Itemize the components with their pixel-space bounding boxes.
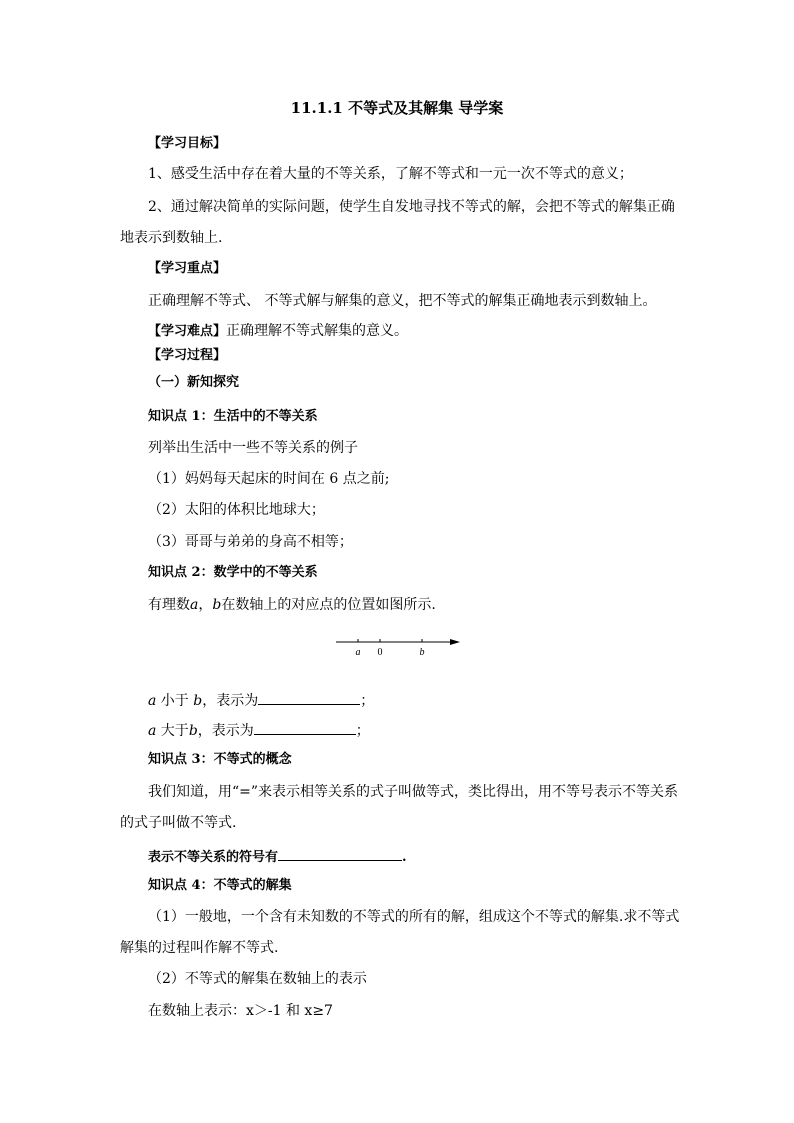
q1-var-a: a xyxy=(148,693,157,709)
kp3-symbols-pre: 表示不等关系的符号有 xyxy=(148,850,279,865)
kp1-example-2: （2）太阳的体积比地球大； xyxy=(148,502,325,518)
tick-label-a: a xyxy=(355,647,361,658)
key-points-text: 正确理解不等式、 不等式解与解集的意义，把不等式的解集正确地表示到数轴上。 xyxy=(148,293,657,309)
kp2-heading: 知识点 2：数学中的不等关系 xyxy=(148,565,318,580)
q1-end: ； xyxy=(360,693,375,709)
kp1-heading: 知识点 1：生活中的不等关系 xyxy=(148,409,318,424)
page-title: 11.1.1 不等式及其解集 导学案 xyxy=(290,99,504,117)
difficulty-text: 正确理解不等式解集的意义。 xyxy=(226,323,409,339)
q1-mid: 小于 xyxy=(156,693,194,709)
kp3-symbols-end: . xyxy=(402,850,407,865)
tick-label-0: 0 xyxy=(377,647,383,658)
kp3-symbols xyxy=(148,846,407,867)
kp4-p1-line-2: 解集的过程叫作解不等式. xyxy=(120,940,279,956)
kp3-line-2: 的式子叫做不等式. xyxy=(120,815,237,831)
q1-var-b: b xyxy=(193,693,203,709)
var-a: a xyxy=(190,597,199,613)
q2-var-a: a xyxy=(148,723,157,739)
kp2-intro-post: 在数轴上的对应点的位置如图所示. xyxy=(221,597,436,613)
kp2-intro-pre: 有理数 xyxy=(148,597,190,613)
kp2-intro xyxy=(148,596,436,614)
tick-label-b: b xyxy=(419,647,425,658)
kp4-p3: 在数轴上表示：x＞-1 和 x≥7 xyxy=(148,1003,333,1019)
kp1-example-3: （3）哥哥与弟弟的身高不相等； xyxy=(148,534,353,550)
kp2-question-2 xyxy=(148,720,370,740)
goals-heading: 【学习目标】 xyxy=(148,136,227,151)
number-line-arrow-icon xyxy=(450,639,460,645)
goals-item-2-line-1: 2、通过解决简单的实际问题，使学生自发地寻找不等式的解，会把不等式的解集正确 xyxy=(148,199,675,215)
kp4-p2: （2）不等式的解集在数轴上的表示 xyxy=(148,971,367,987)
kp1-example-1: （1）妈妈每天起床的时间在 6 点之前; xyxy=(148,471,390,487)
answer-blank-2[interactable] xyxy=(254,720,356,735)
kp4-heading: 知识点 4：不等式的解集 xyxy=(148,878,292,893)
answer-blank-1[interactable] xyxy=(258,690,360,705)
number-line-figure xyxy=(330,630,465,660)
q1-post: ，表示为 xyxy=(202,693,259,709)
goals-item-2-line-2: 地表示到数轴上. xyxy=(120,230,223,246)
difficulty-heading: 【学习难点】 xyxy=(148,324,227,339)
difficulty-line xyxy=(148,322,408,341)
q2-mid: 大于 xyxy=(156,723,189,739)
kp1-intro: 列举出生活中一些不等关系的例子 xyxy=(148,440,358,456)
kp2-question-1 xyxy=(148,690,374,710)
var-b: b xyxy=(212,597,222,613)
kp2-intro-sep: ， xyxy=(198,597,213,613)
kp3-line-1: 我们知道，用“=”来表示相等关系的式子叫做等式，类比得出，用不等号表示不等关系 xyxy=(148,784,679,800)
q2-var-b: b xyxy=(188,723,198,739)
q2-end: ； xyxy=(355,723,370,739)
q2-post: ，表示为 xyxy=(197,723,254,739)
goals-item-1: 1、感受生活中存在着大量的不等关系，了解不等式和一元一次不等式的意义； xyxy=(148,166,633,182)
process-heading: 【学习过程】 xyxy=(148,348,227,363)
process-section-1: （一）新知探究 xyxy=(148,375,240,390)
kp3-heading: 知识点 3：不等式的概念 xyxy=(148,752,292,767)
kp4-p1-line-1: （1）一般地，一个含有未知数的不等式的所有的解，组成这个不等式的解集.求不等式 xyxy=(148,909,680,925)
answer-blank-3[interactable] xyxy=(278,846,402,861)
key-points-heading: 【学习重点】 xyxy=(148,261,227,276)
